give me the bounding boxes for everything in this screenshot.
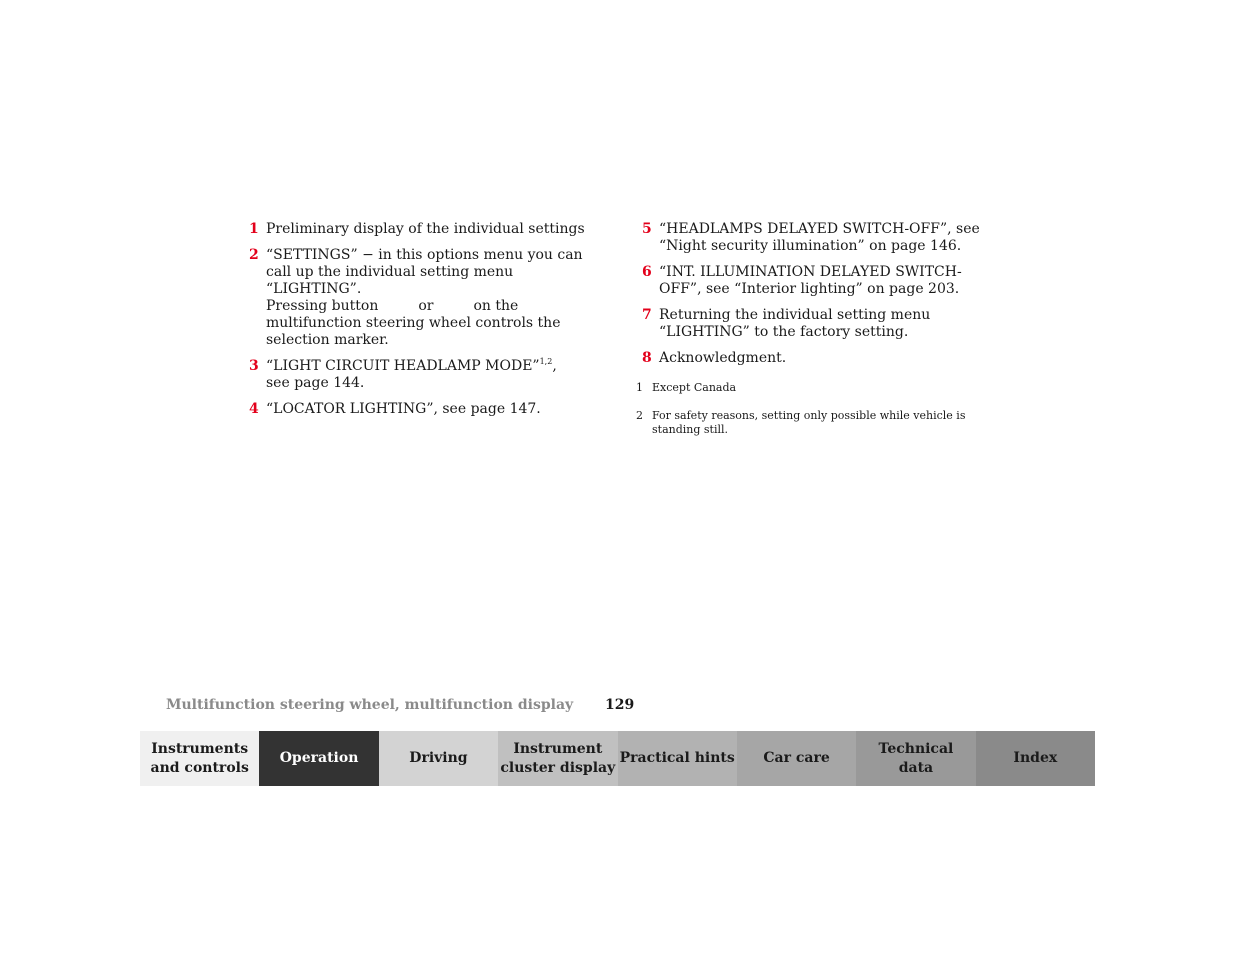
footnote-number: 1: [636, 381, 643, 394]
tab-operation[interactable]: Operation: [259, 731, 378, 786]
item-text: ,: [552, 358, 557, 374]
tab-practical-hints[interactable]: Practical hints: [618, 731, 737, 786]
tab-driving[interactable]: Driving: [379, 731, 498, 786]
list-item: [249, 247, 599, 349]
chapter-tabs: [140, 731, 1095, 786]
right-column: [636, 221, 992, 437]
footnote: [636, 381, 992, 395]
tab-technical-data[interactable]: Technical data: [856, 731, 975, 786]
item-number: 8: [642, 350, 652, 366]
item-text: “HEADLAMPS DELAYED SWITCH-OFF”, see “Night security illumination” on page 146.: [659, 221, 980, 254]
list-item: [249, 401, 599, 418]
footnote-number: 2: [636, 409, 643, 422]
tab-index[interactable]: Index: [976, 731, 1095, 786]
item-text: or: [418, 298, 434, 314]
item-text: see page 144.: [266, 375, 365, 391]
item-text: on the multifunction steering wheel controls the selection marker.: [266, 298, 561, 348]
section-title: Multifunction steering wheel, multifunction display: [166, 697, 574, 713]
footnote: [636, 409, 992, 437]
list-item: [249, 221, 599, 238]
item-number: 7: [642, 307, 652, 323]
list-item: [642, 307, 992, 341]
tab-car-care[interactable]: Car care: [737, 731, 856, 786]
tab-instruments-and-controls[interactable]: Instruments and controls: [140, 731, 259, 786]
footnote-ref: 1,2: [539, 357, 553, 366]
item-number: 4: [249, 401, 259, 417]
list-item: [642, 264, 992, 298]
item-number: 6: [642, 264, 652, 280]
item-number: 1: [249, 221, 259, 237]
item-text: “LIGHT CIRCUIT HEADLAMP MODE”: [266, 358, 540, 374]
item-text: “INT. ILLUMINATION DELAYED SWITCH-OFF”, see “Interior lighting” on page 203.: [659, 264, 962, 297]
item-number: 2: [249, 247, 259, 263]
list-item: [249, 358, 599, 392]
tab-instrument-cluster-display[interactable]: Instrument cluster display: [498, 731, 617, 786]
footnote-text: Except Canada: [652, 381, 737, 394]
item-text: “SETTINGS” − in this options menu you can call up the individual setting menu “LIGHTING”.: [266, 247, 583, 297]
page-number: 129: [605, 697, 635, 713]
list-item: [642, 350, 992, 367]
item-number: 5: [642, 221, 652, 237]
item-text: Acknowledgment.: [659, 350, 787, 366]
item-text: “LOCATOR LIGHTING”, see page 147.: [266, 401, 541, 417]
item-text: Preliminary display of the individual settings: [266, 221, 585, 237]
list-item: [642, 221, 992, 255]
item-number: 3: [249, 358, 259, 374]
item-text: Pressing button: [266, 298, 379, 314]
item-text: Returning the individual setting menu “LIGHTING” to the factory setting.: [659, 307, 931, 340]
footnote-text: For safety reasons, setting only possible while vehicle is standing still.: [652, 409, 966, 436]
left-column: [249, 221, 599, 427]
